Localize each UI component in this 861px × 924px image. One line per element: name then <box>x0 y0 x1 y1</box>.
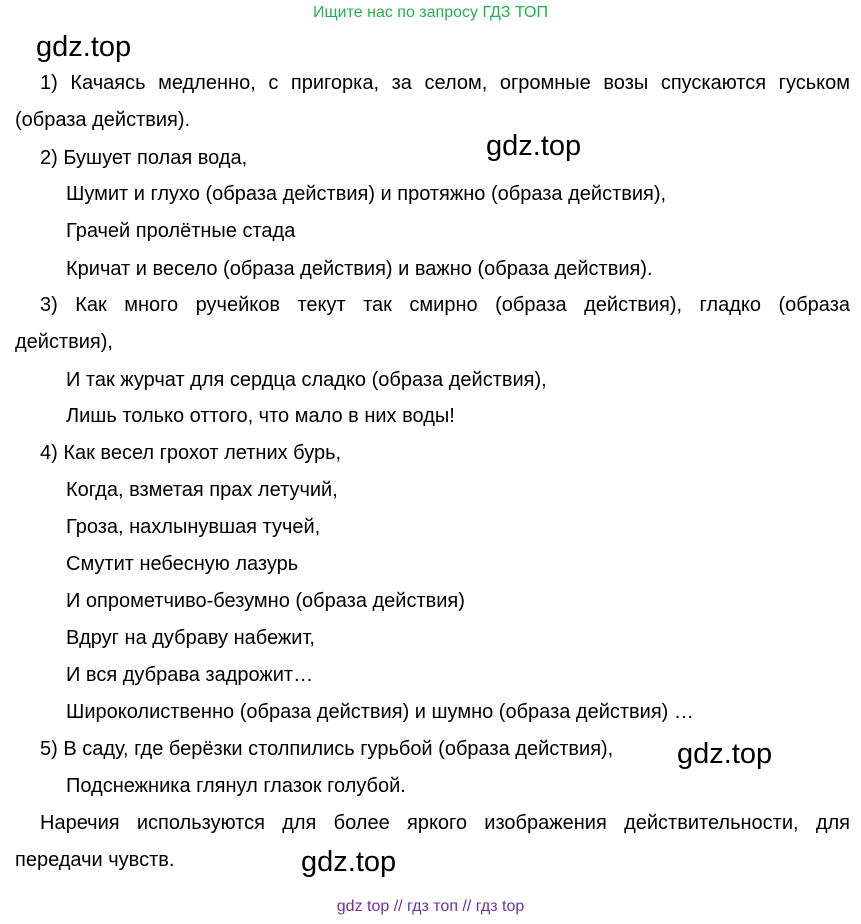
text-line: Лишь только оттого, что мало в них воды! <box>66 405 455 427</box>
text-line: Шумит и глухо (образа действия) и протяжно (образа действия), <box>66 183 667 205</box>
text-line: Грачей пролётные стада <box>66 220 296 242</box>
text-line: Широколиственно (образа действия) и шумно (образа действия) … <box>66 701 694 723</box>
text-line: И опрометчиво-безумно (образа действия) <box>66 590 465 612</box>
watermark-logo: gdz.top <box>301 846 397 878</box>
text-line: Наречия используются для более яркого изображения действительности, для <box>40 812 850 834</box>
text-line: действия), <box>15 331 113 353</box>
text-line: 2) Бушует полая вода, <box>40 147 248 169</box>
footer-links: gdz top // гдз топ // гдз top <box>336 898 525 915</box>
text-line: Смутит небесную лазурь <box>66 553 299 575</box>
text-line: И вся дубрава задрожит… <box>66 664 314 686</box>
text-line: 1) Качаясь медленно, с пригорка, за селом, огромные возы спускаются гуськом <box>40 72 850 94</box>
text-line: Гроза, нахлынувшая тучей, <box>66 516 321 538</box>
watermark-logo: gdz.top <box>677 738 773 770</box>
text-line: передачи чувств. <box>15 849 175 871</box>
text-line: 3) Как много ручейков текут так смирно (образа действия), гладко (образа <box>40 294 850 316</box>
text-line: (образа действия). <box>15 109 191 131</box>
search-banner: Ищите нас по запросу ГДЗ ТОП <box>313 4 548 21</box>
text-line: Когда, взметая прах летучий, <box>66 479 338 501</box>
text-line: 4) Как весел грохот летних бурь, <box>40 442 342 464</box>
text-line: 5) В саду, где берёзки столпились гурьбой (образа действия), <box>40 738 614 760</box>
watermark-logo: gdz.top <box>486 130 582 162</box>
text-line: Вдруг на дубраву набежит, <box>66 627 315 649</box>
watermark-logo: gdz.top <box>36 31 132 63</box>
text-line: И так журчат для сердца сладко (образа действия), <box>66 369 547 391</box>
text-line: Кричат и весело (образа действия) и важно (образа действия). <box>66 258 653 280</box>
text-line: Подснежника глянул глазок голубой. <box>66 775 406 797</box>
